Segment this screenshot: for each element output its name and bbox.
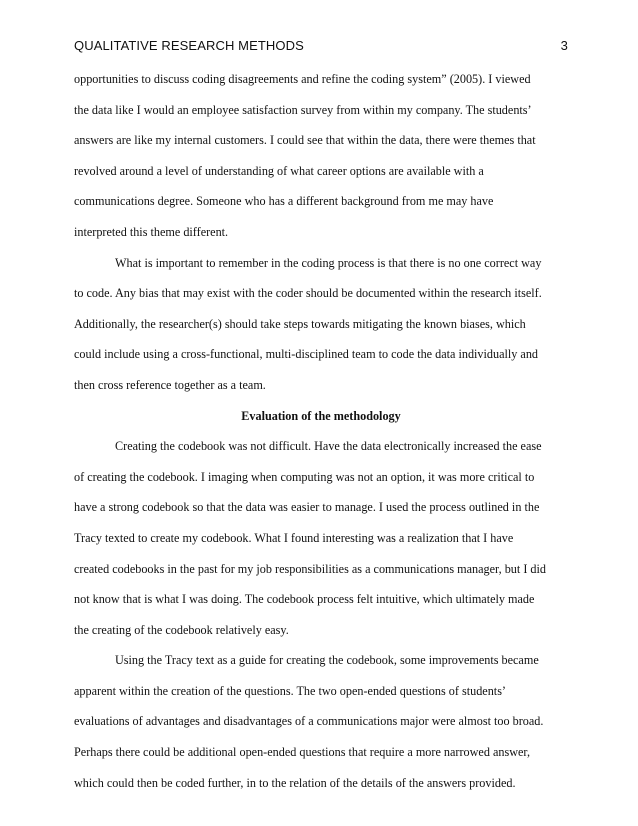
text-line: which could then be coded further, in to the relation of the details of the answers provided. <box>74 775 516 790</box>
text-line: of creating the codebook. I imaging when computing was not an option, it was more critical to <box>74 469 535 484</box>
text-line: interpreted this theme different. <box>74 224 229 239</box>
body-text <box>74 69 568 803</box>
text-line: could include using a cross-functional, multi-disciplined team to code the data individually and <box>74 347 539 362</box>
page-number: 3 <box>560 38 568 53</box>
text-line: evaluations of advantages and disadvantages of a communications major were almost too broad. <box>74 714 544 729</box>
text-line: answers are like my internal customers. I could see that within the data, there were themes that <box>74 133 536 148</box>
text-line: Perhaps there could be additional open-ended questions that require a more narrowed answer, <box>74 745 531 760</box>
text-line: opportunities to discuss coding disagreements and refine the coding system” (2005). I viewed <box>74 72 531 86</box>
text-line: the creating of the codebook relatively easy. <box>74 622 289 637</box>
text-line: not know that is what I was doing. The codebook process felt intuitive, which ultimately made <box>74 592 535 607</box>
text-line: the data like I would an employee satisfaction survey from within my company. The students’ <box>74 102 532 117</box>
text-line: revolved around a level of understanding of what career options are available with a <box>74 163 484 178</box>
text-line: to code. Any bias that may exist with the coder should be documented within the research itself. <box>74 286 542 301</box>
running-head-title: QUALITATIVE RESEARCH METHODS <box>74 38 304 53</box>
text-line: Additionally, the researcher(s) should take steps towards mitigating the known biases, which <box>74 316 526 331</box>
section-heading: Evaluation of the methodology <box>241 408 401 423</box>
text-line: Tracy texted to create my codebook. What I found interesting was a realization that I have <box>74 530 514 545</box>
text-line: then cross reference together as a team. <box>74 377 266 392</box>
paragraph-first-line: Using the Tracy text as a guide for creating the codebook, some improvements became <box>115 653 539 668</box>
paragraph-first-line: What is important to remember in the coding process is that there is no one correct way <box>115 255 542 270</box>
text-line: communications degree. Someone who has a different background from me may have <box>74 194 494 209</box>
paragraph-first-line: Creating the codebook was not difficult. Have the data electronically increased the ease <box>115 439 542 454</box>
text-line: apparent within the creation of the questions. The two open-ended questions of students’ <box>74 683 506 698</box>
text-line: created codebooks in the past for my job responsibilities as a communications manager, but I did <box>74 561 546 576</box>
running-head <box>74 38 568 56</box>
text-line: have a strong codebook so that the data was easier to manage. I used the process outlined in the <box>74 500 540 515</box>
